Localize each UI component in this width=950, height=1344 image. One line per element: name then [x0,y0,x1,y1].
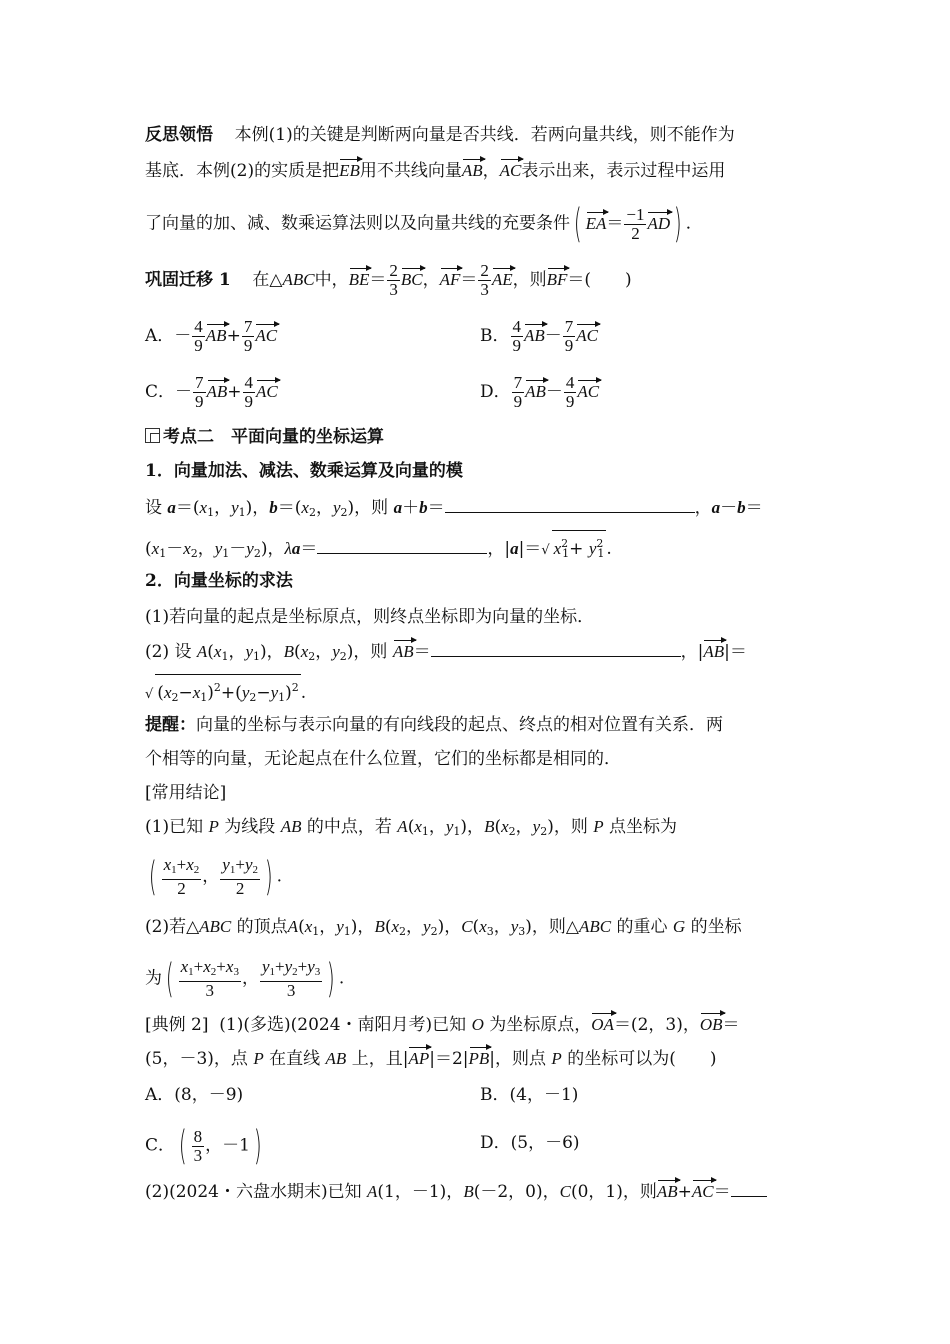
practice-option-b[interactable]: B． $\frac{4}{9}$ AB－ $\frac{7}{9}$ AC [480,317,599,355]
reflect-label: 反思领悟 [145,125,213,145]
subsection-2: 2．向量坐标的求法 [145,571,293,591]
blank-ab-plus-ac[interactable] [731,1178,767,1197]
formula-line-2: ($x_1-x_2$，$y_1-y_2$)，λa＝ ，|a|＝√ $x^2_1+ y^2_1$ . [145,530,612,567]
example-option-c[interactable]: C．( $\frac{8}{3}$ ，－1) [145,1123,262,1169]
example-option-d[interactable]: D．(5，－6) [480,1133,580,1153]
section-icon [145,428,160,443]
point-2-modulus: √ $(x_2-x_1)^2+(y_2-y_1)^2$ . [145,674,306,711]
section-title: 考点二 平面向量的坐标运算 [145,424,384,450]
tip-line-2: 个相等的向量，无论起点在什么位置，它们的坐标都是相同的． [145,749,621,769]
practice-option-d[interactable]: D． $\frac{7}{9}$ AB－ $\frac{4}{9}$ AC [480,373,600,411]
practice-stem: 巩固迁移 1 在△ABC中，BE＝ $\frac{2}{3}$ BC，AF＝ $\frac{2}{3}$ AE，则BF＝( ) [145,261,632,299]
blank-lambda-a[interactable] [317,535,487,554]
blank-a-plus-b[interactable] [445,494,695,513]
common-conclusions: [常用结论] [145,783,227,803]
conclusion-2: (2)若△ABC 的顶点$A(x_1$，$y_1$)，$B(x_2$，$y_2$)，$C(x_3$，$y_3$)，则△ABC 的重心 G 的坐标 [145,917,742,938]
practice-option-c[interactable]: C．－ $\frac{7}{9}$ AB+ $\frac{4}{9}$ AC [145,373,278,411]
example-question-2: (2)(2024・六盘水期末)已知 A(1，－1)，B(－2，0)，C(0，1)，则AB+AC＝ [145,1178,767,1205]
example-label: [典例 2] [145,1015,209,1035]
blank-ab[interactable] [431,638,681,657]
tip-line-1: 提醒：向量的坐标与表示向量的有向线段的起点、终点的相对位置有关系．两 [145,715,723,735]
reflect-line-2: 基底．本例(2)的实质是把EB用不共线向量AB，AC表示出来，表示过程中运用 [145,158,725,184]
example-option-a[interactable]: A．(8，－9) [145,1085,244,1105]
reflect-line-1: 反思领悟 本例(1)的关键是判断两向量是否共线．若两向量共线，则不能作为 [145,125,735,145]
example-line-1: [典例 2] (1)(多选)(2024・南阳月考)已知 O 为坐标原点，OA＝(2，3)，OB＝ [145,1012,740,1038]
formula-line-1: 设 $a=(x_1$，$y_1$)，$b=(x_2$，$y_2$)，则 a＋b＝ ，a－b＝ [145,494,763,526]
tip-label: 提醒： [145,715,196,735]
reflect-line-3: 了向量的加、减、数乘运算法则以及向量共线的充要条件( EA＝ $\frac{-1}{2}$ AD) ． [145,201,703,247]
point-1: (1)若向量的起点是坐标原点，则终点坐标即为向量的坐标． [145,607,595,627]
practice-option-a[interactable]: A．－ $\frac{4}{9}$ AB+ $\frac{7}{9}$ AC [145,317,278,355]
example-line-2: (5，－3)，点 P 在直线 AB 上，且|AP|＝2|PB|，则点 P 的坐标可以为( ) [145,1046,716,1072]
point-2: (2) 设 $A(x_1$，$y_1$)，$B(x_2$，$y_2$)，则 AB＝ ，|AB|＝ [145,638,747,670]
conclusion-1: (1)已知 P 为线段 AB 的中点，若 $A(x_1$，$y_1$)，$B(x_2$，$y_2$)，则 P 点坐标为 [145,817,678,838]
practice-label: 巩固迁移 1 [145,270,231,290]
conclusion-2-formula: 为( $\frac{x_1+x_2+x_3}{3}$ ， $\frac{y_1+y_2+y_3}{3}$ ) . [145,956,345,1002]
subsection-1: 1．向量加法、减法、数乘运算及向量的模 [145,461,463,481]
example-option-b[interactable]: B．(4，－1) [480,1085,579,1105]
conclusion-1-formula: ( $\frac{x_1+x_2}{2}$ ， $\frac{y_1+y_2}{2}$ ) . [148,854,282,900]
